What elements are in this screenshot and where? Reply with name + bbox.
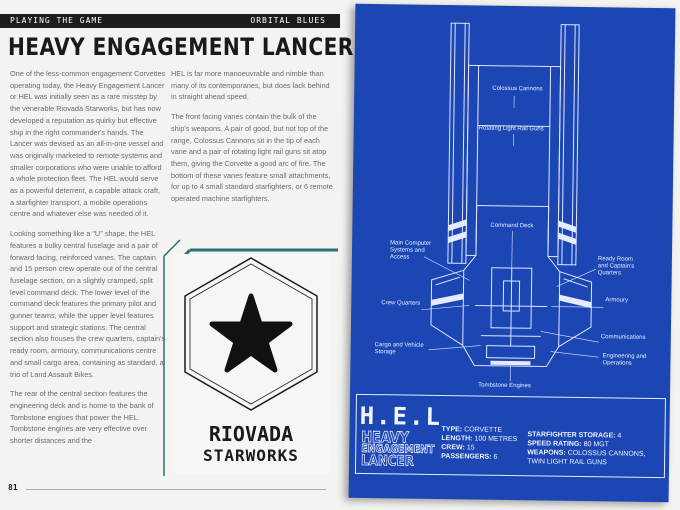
page-title: HEAVY ENGAGEMENT LANCER xyxy=(8,33,354,61)
paragraph: The rear of the central section features the engineering deck and is home to the bank of Tombstone engines that power the HEL. Tombstone engines are very effective over shorter distances and the xyxy=(10,389,154,446)
label-command-deck: Command Deck xyxy=(490,222,534,230)
logo-wordmark: RIOVADA xyxy=(208,422,294,446)
footer-rule xyxy=(26,489,326,490)
plate-code: H.E.L xyxy=(359,401,443,432)
logo-subtitle: STARWORKS xyxy=(203,446,299,465)
section-title: PLAYING THE GAME xyxy=(10,16,104,25)
book-title: ORBITAL BLUES xyxy=(250,16,326,25)
label-colossus-cannons: Colossus Cannons xyxy=(492,85,543,93)
spec-length: LENGTH: 100 METRES xyxy=(441,435,518,444)
page-header xyxy=(0,14,340,28)
label-engineering: Engineering and Operations xyxy=(602,353,647,367)
spec-weapons-cont: TWIN LIGHT RAIL GUNS xyxy=(527,458,607,467)
plate-name-line2: ENGAGEMENT xyxy=(361,441,435,456)
spec-type: TYPE: CORVETTE xyxy=(441,426,503,434)
plate-name-line1: HEAVY xyxy=(361,427,410,447)
spec-starfighter-storage: STARFIGHTER STORAGE: 4 xyxy=(527,431,622,440)
star-hexagon-icon xyxy=(172,254,330,424)
label-ready-room: Ready Room and Captain's Quarters xyxy=(597,256,635,277)
plate-name-line3: LANCER xyxy=(360,452,414,470)
spec-crew: CREW: 15 xyxy=(441,444,475,452)
blueprint-poster xyxy=(349,4,676,502)
spec-speed-rating: SPEED RATING: 80 MGT xyxy=(527,440,609,449)
label-communications: Communications xyxy=(600,334,646,341)
text-column-right xyxy=(171,68,333,213)
spec-passengers: PASSENGERS: 6 xyxy=(441,453,498,461)
text-column-left xyxy=(10,68,166,455)
label-rail-guns: Rotating Light Rail Guns xyxy=(478,125,544,133)
paragraph: Looking something like a "U" shape, the HEL features a bulky central fuselage and a pair of forward facing, reinforced vanes. The captain and 15 person crew operate out of the central fuselage section, on a slightly cramped, split level command deck. The lower level of the command deck features the primary pilot and gunner teams, while the upper level features support and strategic stations. The central section also houses the crew quarters, captain's ready room, armoury, communications centre and small cargo area, containing as standard, a trio of Land Assault Bikes. xyxy=(10,229,166,379)
paragraph: One of the less-common engagement Corvettes operating today, the Heavy Engagement Lancer or HEL was initially seen as a rare misstep by the venerable Riovada Starworks, but has now developed a reputation as quirky but effective ship in the right commander's hands. The Lancer was devised as an all-in-one vessel and was originally marketed to remote systems and smaller corporations who were unable to afford a whole protection fleet. The HEL would serve as a powerful deterrent, a capable attack craft, a starfighter transport, a mobile operations centre and whatever else was needed of it. xyxy=(10,69,166,219)
label-cargo-storage: Cargo and Vehicle Storage xyxy=(374,342,424,356)
label-main-computer: Main Computer Systems and Access xyxy=(389,240,432,261)
label-crew-quarters: Crew Quarters xyxy=(381,300,421,307)
page-number: 81 xyxy=(8,483,18,492)
paragraph: HEL is far more manoeuvrable and nimble than many of its contemporaries, but does lack behind in straight ahead speed. xyxy=(171,69,330,102)
spec-weapons: WEAPONS: COLOSSUS CANNONS, xyxy=(527,449,646,458)
label-armoury: Armoury xyxy=(605,297,629,304)
label-tombstone-engines: Tombstone Engines xyxy=(478,382,531,390)
paragraph: The front facing vanes contain the bulk of the ship's weapons. A pair of good, but not top of the range, Colossus Cannons sit in the tip of each vane and a pair of rotating light rail guns sit atop them, giving the Corvette a good arc of fire. The bottom of these vanes feature small attachments, for up to 4 small standard starfighters, or 6 remote operated machine starfighters. xyxy=(171,112,333,204)
